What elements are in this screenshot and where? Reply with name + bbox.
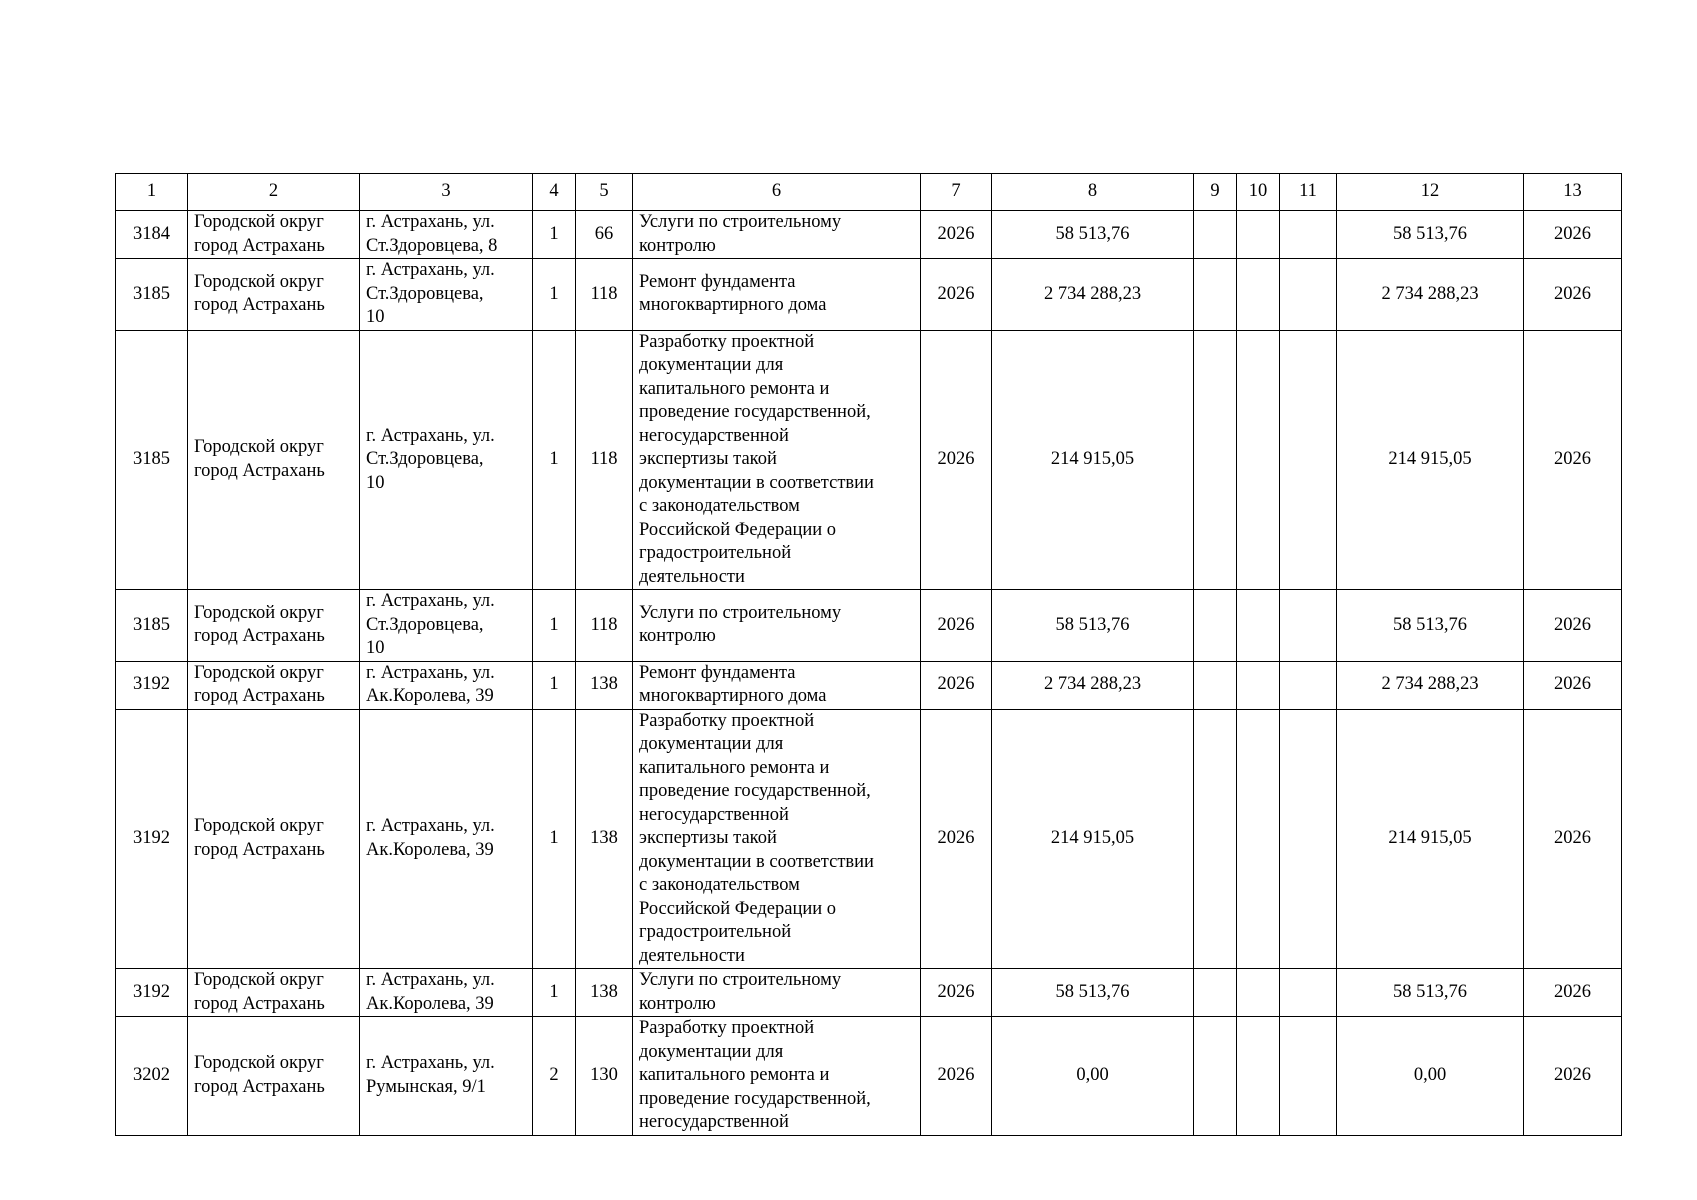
field-10-cell <box>1237 259 1280 331</box>
field-10-cell <box>1237 709 1280 969</box>
address-cell: г. Астрахань, ул. Ак.Королева, 39 <box>360 969 533 1017</box>
field-9-cell <box>1194 709 1237 969</box>
work-type-cell: Разработку проектной документации для капитального ремонта и проведение государственной, негосударственной экспертизы такой документации в соответствии с законодательством Российской Федерации о градостроительной деятельности <box>633 330 921 590</box>
completion-year-cell: 2026 <box>1524 969 1622 1017</box>
table-row <box>116 969 1622 1017</box>
column-number: 11 <box>1280 174 1337 211</box>
address-cell: г. Астрахань, ул. Ст.Здоровцева, 10 <box>360 259 533 331</box>
field-11-cell <box>1280 590 1337 662</box>
table-row <box>116 330 1622 590</box>
table-row <box>116 661 1622 709</box>
year-cell: 2026 <box>921 590 992 662</box>
column-number-row <box>116 174 1622 211</box>
year-cell: 2026 <box>921 330 992 590</box>
table-row <box>116 1017 1622 1136</box>
cost-cell: 214 915,05 <box>992 330 1194 590</box>
field-10-cell <box>1237 969 1280 1017</box>
completion-year-cell: 2026 <box>1524 1017 1622 1136</box>
field-5-cell: 66 <box>576 211 633 259</box>
cost-cell: 2 734 288,23 <box>992 259 1194 331</box>
column-number: 4 <box>533 174 576 211</box>
address-cell: г. Астрахань, ул. Ак.Королева, 39 <box>360 661 533 709</box>
column-number: 8 <box>992 174 1194 211</box>
cost-cell: 0,00 <box>992 1017 1194 1136</box>
completion-year-cell: 2026 <box>1524 709 1622 969</box>
work-type-cell: Услуги по строительному контролю <box>633 590 921 662</box>
field-11-cell <box>1280 211 1337 259</box>
year-cell: 2026 <box>921 709 992 969</box>
field-11-cell <box>1280 661 1337 709</box>
column-number: 10 <box>1237 174 1280 211</box>
cost-cell: 58 513,76 <box>992 590 1194 662</box>
field-4-cell: 1 <box>533 709 576 969</box>
field-11-cell <box>1280 709 1337 969</box>
column-number: 2 <box>188 174 360 211</box>
completion-year-cell: 2026 <box>1524 661 1622 709</box>
municipality-cell: Городской округ город Астрахань <box>188 259 360 331</box>
cost-cell: 58 513,76 <box>992 211 1194 259</box>
work-type-cell: Услуги по строительному контролю <box>633 969 921 1017</box>
column-number: 3 <box>360 174 533 211</box>
column-number: 7 <box>921 174 992 211</box>
year-cell: 2026 <box>921 661 992 709</box>
work-type-cell: Разработку проектной документации для капитального ремонта и проведение государственной, негосударственной <box>633 1017 921 1136</box>
column-number: 13 <box>1524 174 1622 211</box>
total-cost-cell: 58 513,76 <box>1337 211 1524 259</box>
municipality-cell: Городской округ город Астрахань <box>188 1017 360 1136</box>
municipality-cell: Городской округ город Астрахань <box>188 709 360 969</box>
table-row <box>116 211 1622 259</box>
municipality-cell: Городской округ город Астрахань <box>188 590 360 662</box>
field-5-cell: 138 <box>576 969 633 1017</box>
total-cost-cell: 0,00 <box>1337 1017 1524 1136</box>
work-type-cell: Ремонт фундамента многоквартирного дома <box>633 259 921 331</box>
field-4-cell: 1 <box>533 969 576 1017</box>
year-cell: 2026 <box>921 211 992 259</box>
field-4-cell: 1 <box>533 259 576 331</box>
address-cell: г. Астрахань, ул. Ст.Здоровцева, 10 <box>360 590 533 662</box>
column-number: 1 <box>116 174 188 211</box>
total-cost-cell: 214 915,05 <box>1337 709 1524 969</box>
column-number: 12 <box>1337 174 1524 211</box>
row-number-cell: 3185 <box>116 590 188 662</box>
field-9-cell <box>1194 259 1237 331</box>
row-number-cell: 3202 <box>116 1017 188 1136</box>
year-cell: 2026 <box>921 969 992 1017</box>
row-number-cell: 3184 <box>116 211 188 259</box>
cost-cell: 214 915,05 <box>992 709 1194 969</box>
table-row <box>116 709 1622 969</box>
field-9-cell <box>1194 211 1237 259</box>
field-4-cell: 1 <box>533 661 576 709</box>
completion-year-cell: 2026 <box>1524 259 1622 331</box>
total-cost-cell: 58 513,76 <box>1337 969 1524 1017</box>
cost-cell: 2 734 288,23 <box>992 661 1194 709</box>
row-number-cell: 3192 <box>116 661 188 709</box>
field-10-cell <box>1237 1017 1280 1136</box>
row-number-cell: 3185 <box>116 330 188 590</box>
municipality-cell: Городской округ город Астрахань <box>188 330 360 590</box>
field-4-cell: 1 <box>533 590 576 662</box>
field-5-cell: 118 <box>576 590 633 662</box>
work-type-cell: Разработку проектной документации для капитального ремонта и проведение государственной, негосударственной экспертизы такой документации в соответствии с законодательством Российской Федерации о градостроительной деятельности <box>633 709 921 969</box>
row-number-cell: 3185 <box>116 259 188 331</box>
field-10-cell <box>1237 590 1280 662</box>
field-5-cell: 130 <box>576 1017 633 1136</box>
field-9-cell <box>1194 661 1237 709</box>
column-number: 9 <box>1194 174 1237 211</box>
completion-year-cell: 2026 <box>1524 211 1622 259</box>
column-number: 6 <box>633 174 921 211</box>
field-11-cell <box>1280 259 1337 331</box>
field-4-cell: 1 <box>533 211 576 259</box>
work-type-cell: Ремонт фундамента многоквартирного дома <box>633 661 921 709</box>
field-9-cell <box>1194 969 1237 1017</box>
column-number: 5 <box>576 174 633 211</box>
municipality-cell: Городской округ город Астрахань <box>188 661 360 709</box>
completion-year-cell: 2026 <box>1524 590 1622 662</box>
field-11-cell <box>1280 330 1337 590</box>
year-cell: 2026 <box>921 1017 992 1136</box>
total-cost-cell: 58 513,76 <box>1337 590 1524 662</box>
row-number-cell: 3192 <box>116 969 188 1017</box>
field-11-cell <box>1280 1017 1337 1136</box>
address-cell: г. Астрахань, ул. Ст.Здоровцева, 8 <box>360 211 533 259</box>
field-5-cell: 138 <box>576 661 633 709</box>
repair-schedule-table <box>115 173 1622 1136</box>
year-cell: 2026 <box>921 259 992 331</box>
field-10-cell <box>1237 661 1280 709</box>
address-cell: г. Астрахань, ул. Румынская, 9/1 <box>360 1017 533 1136</box>
row-number-cell: 3192 <box>116 709 188 969</box>
total-cost-cell: 2 734 288,23 <box>1337 661 1524 709</box>
total-cost-cell: 2 734 288,23 <box>1337 259 1524 331</box>
field-5-cell: 138 <box>576 709 633 969</box>
field-9-cell <box>1194 590 1237 662</box>
field-5-cell: 118 <box>576 259 633 331</box>
field-4-cell: 2 <box>533 1017 576 1136</box>
cost-cell: 58 513,76 <box>992 969 1194 1017</box>
field-10-cell <box>1237 211 1280 259</box>
municipality-cell: Городской округ город Астрахань <box>188 969 360 1017</box>
address-cell: г. Астрахань, ул. Ак.Королева, 39 <box>360 709 533 969</box>
field-5-cell: 118 <box>576 330 633 590</box>
field-11-cell <box>1280 969 1337 1017</box>
field-9-cell <box>1194 1017 1237 1136</box>
address-cell: г. Астрахань, ул. Ст.Здоровцева, 10 <box>360 330 533 590</box>
field-9-cell <box>1194 330 1237 590</box>
table-row <box>116 590 1622 662</box>
total-cost-cell: 214 915,05 <box>1337 330 1524 590</box>
field-10-cell <box>1237 330 1280 590</box>
completion-year-cell: 2026 <box>1524 330 1622 590</box>
municipality-cell: Городской округ город Астрахань <box>188 211 360 259</box>
table-row <box>116 259 1622 331</box>
field-4-cell: 1 <box>533 330 576 590</box>
work-type-cell: Услуги по строительному контролю <box>633 211 921 259</box>
